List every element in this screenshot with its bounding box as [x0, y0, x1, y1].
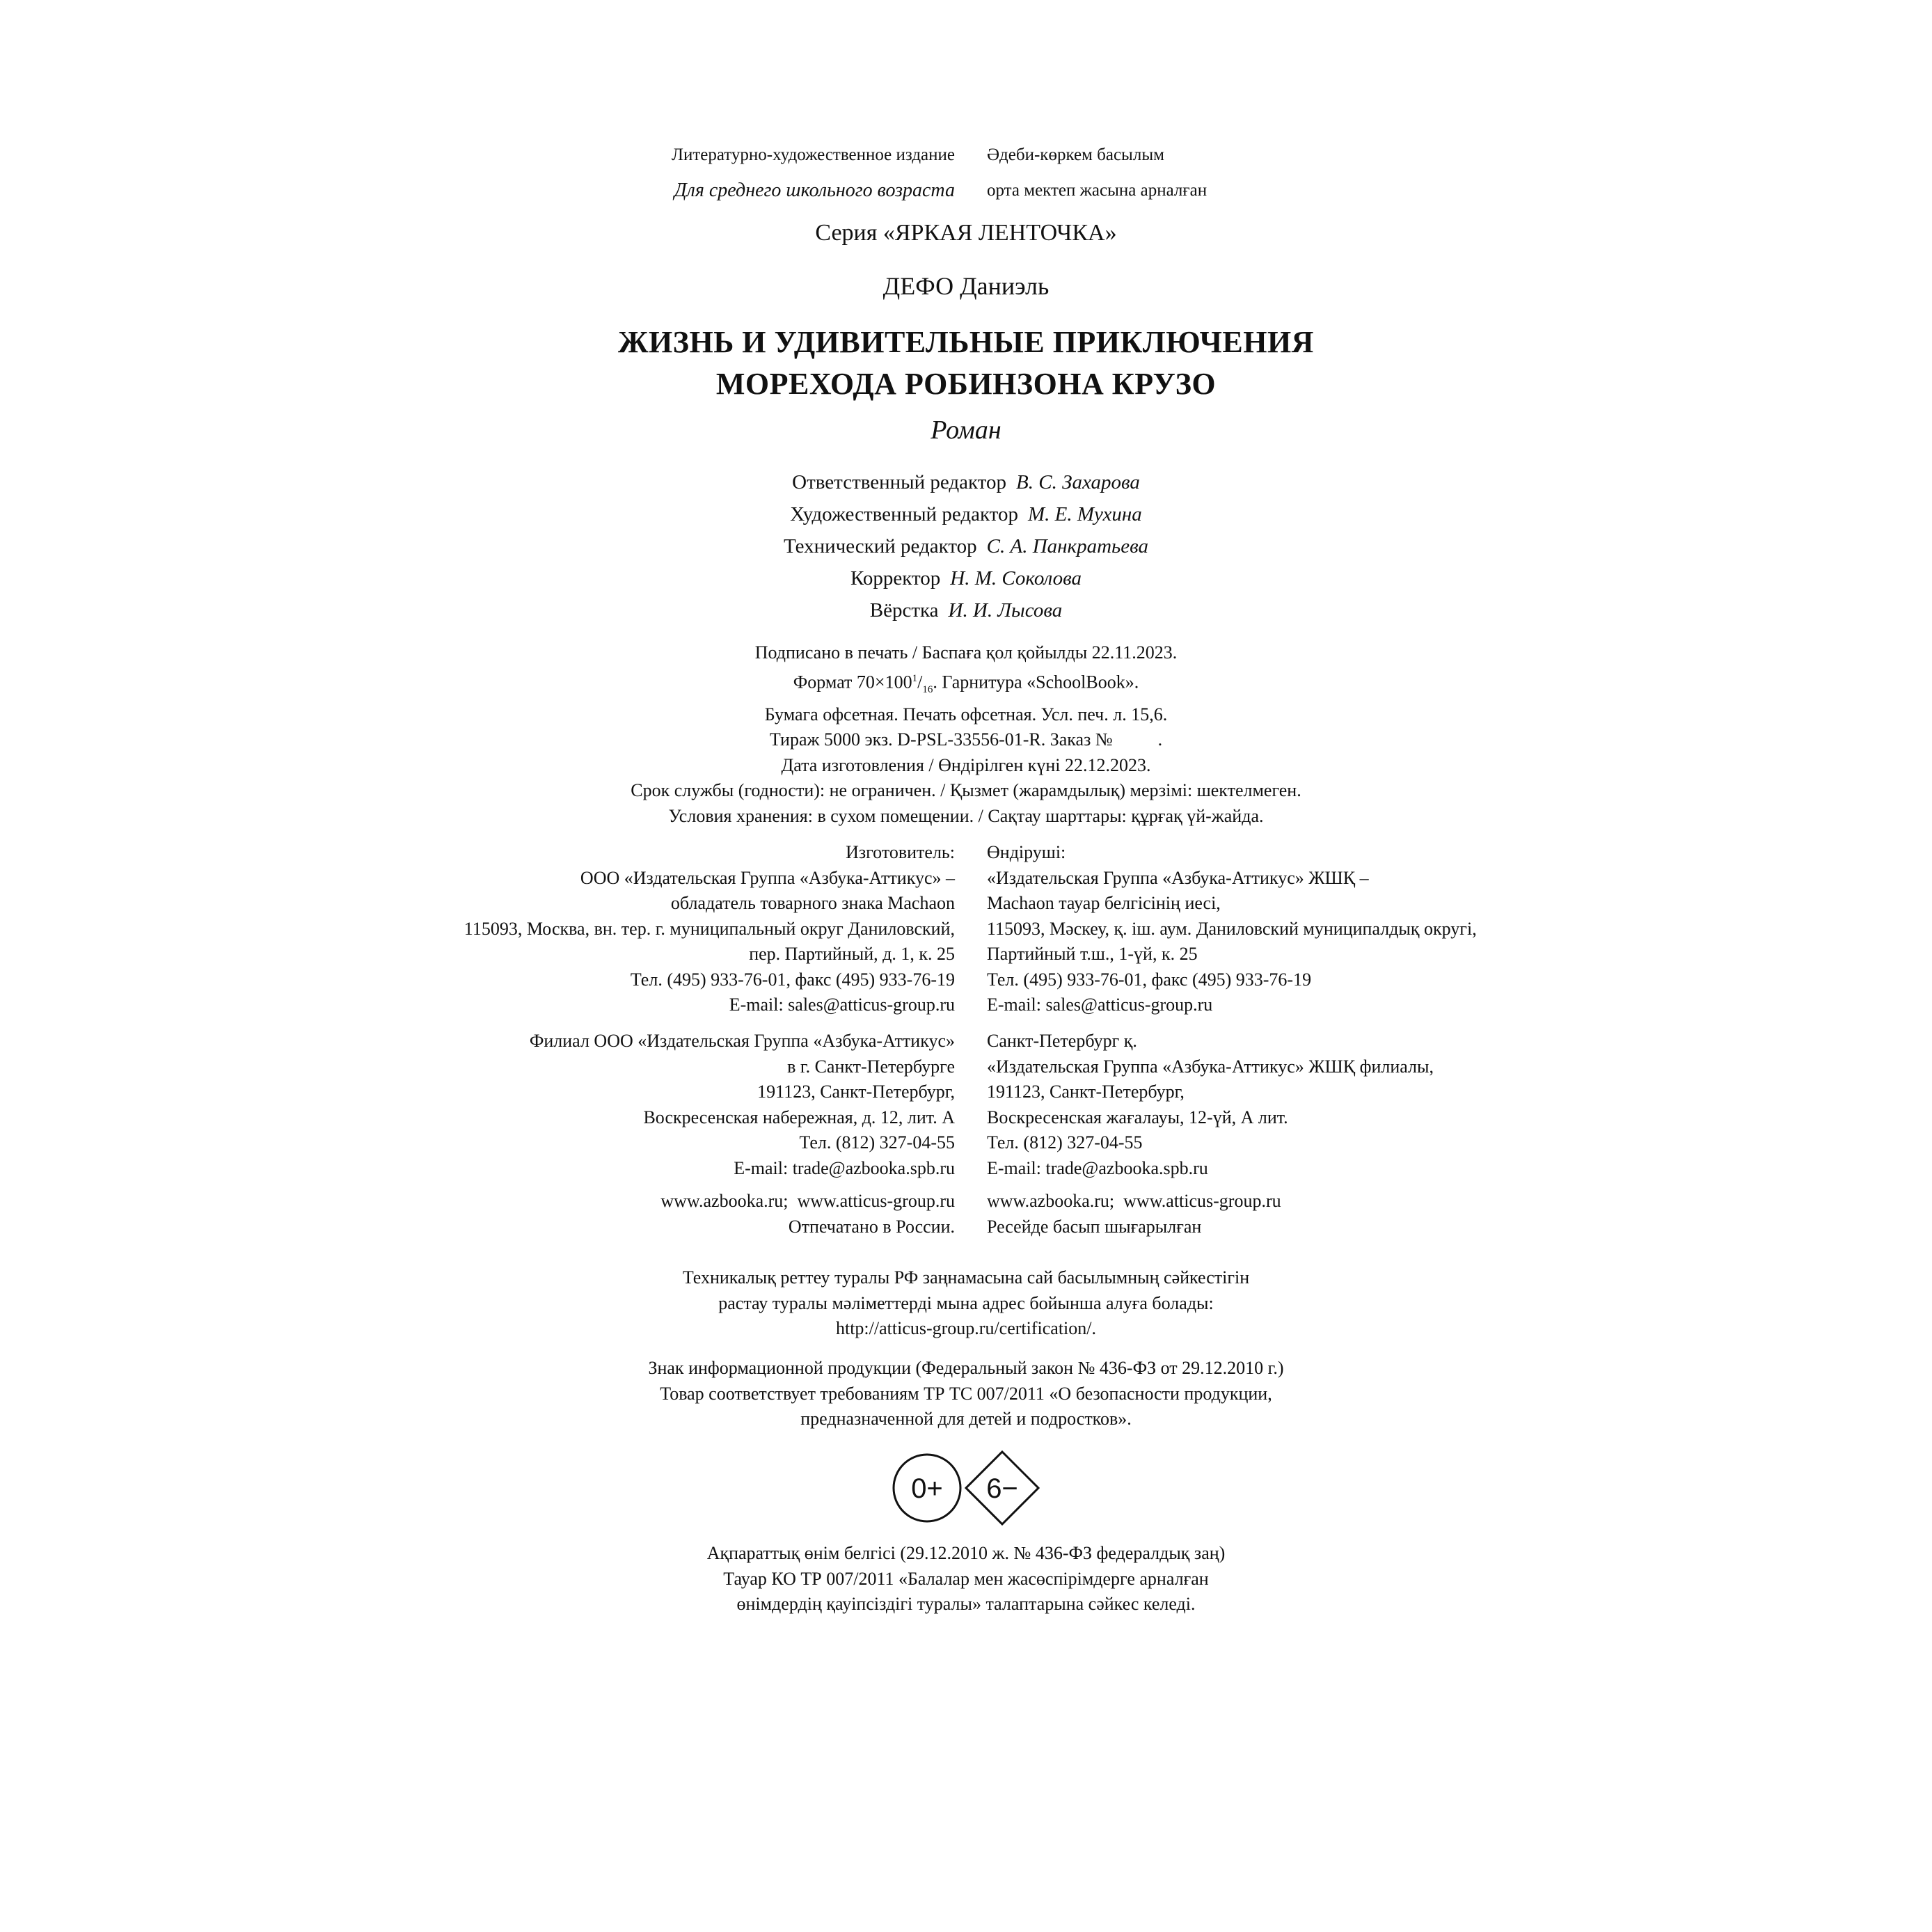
age-circle-badge	[894, 1455, 960, 1521]
branch-kz	[987, 1029, 1434, 1181]
age-circle-text: 0+	[911, 1473, 943, 1504]
print-details	[0, 640, 1932, 829]
staff-role: Художественный редактор	[790, 503, 1018, 525]
manufacturer-ru-line: Изготовитель:	[846, 842, 955, 862]
web-links-ru[interactable]: www.azbooka.ru; www.atticus-group.ru	[660, 1191, 955, 1211]
staff-line	[0, 498, 1932, 530]
certification-line: растау туралы мәліметтерді мына адрес бойынша алуға болады:	[718, 1292, 1214, 1313]
series-title: Серия «ЯРКАЯ ЛЕНТОЧКА»	[815, 220, 1117, 246]
printed-in-kz: Ресейде басып шығарылған	[987, 1216, 1202, 1237]
storage-line: Условия хранения: в сухом помещении. / Сақтау шарттары: құрғақ үй-жайда.	[668, 805, 1264, 826]
branch-kz-line: Воскресенская жағалауы, 12-үй, А лит.	[987, 1107, 1288, 1127]
branch-ru-line: в г. Санкт-Петербурге	[787, 1056, 955, 1077]
web-links-kz[interactable]: www.azbooka.ru; www.atticus-group.ru	[987, 1191, 1281, 1211]
manufacturer-ru	[464, 840, 955, 1018]
branch-kz-line: 191123, Санкт-Петербург,	[987, 1082, 1185, 1102]
paper-line: Бумага офсетная. Печать офсетная. Усл. печ. л. 15,6.	[764, 704, 1168, 724]
branch-ru-line: Тел. (812) 327-04-55	[799, 1132, 955, 1153]
branch-ru-line: Воскресенская набережная, д. 12, лит. А	[643, 1107, 955, 1127]
audience-row	[0, 178, 1932, 220]
staff-name: С. А. Панкратьева	[986, 535, 1149, 557]
branch-kz-line: Санкт-Петербург қ.	[987, 1031, 1137, 1051]
author-name: ДЕФО Даниэль	[882, 272, 1050, 300]
format-text-b: . Гарнитура «SchoolBook».	[933, 672, 1139, 692]
web-kz	[987, 1189, 1281, 1240]
manufacturer-kz-line: Тел. (495) 933-76-01, факс (495) 933-76-19	[987, 969, 1312, 990]
staff-role: Корректор	[850, 567, 941, 589]
shelf-line: Срок службы (годности): не ограничен. / Қызмет (жарамдылық) мерзімі: шектелмеген.	[631, 780, 1301, 801]
manufacturer-ru-line: ООО «Издательская Группа «Азбука-Аттикус» –	[580, 867, 955, 888]
manufacturer-ru-line: Тел. (495) 933-76-01, факс (495) 933-76-19	[630, 969, 955, 990]
info-sign-ru-line: предназначенной для детей и подростков».	[800, 1409, 1132, 1429]
staff-name: Н. М. Соколова	[950, 567, 1082, 589]
staff-name: М. Е. Мухина	[1027, 503, 1142, 525]
branch-ru-line: E-mail: trade@azbooka.spb.ru	[734, 1157, 955, 1178]
manufacturer-ru-line: E-mail: sales@atticus-group.ru	[729, 995, 955, 1015]
signed-line: Подписано в печать / Баспаға қол қойылды 22.11.2023.	[754, 642, 1178, 663]
branch-kz-line: «Издательская Группа «Азбука-Аттикус» ЖШҚ филиалы,	[987, 1056, 1434, 1077]
staff-name: В. С. Захарова	[1016, 471, 1140, 493]
manufacturer-kz-line: «Издательская Группа «Азбука-Аттикус» ЖШҚ –	[987, 867, 1369, 888]
format-line: Формат $70\times 100^1/_{16}$. Гарнитура «SchoolBook».	[793, 672, 1139, 695]
run-line: Тираж 5000 экз. D-PSL-33556-01-R. Заказ № .	[769, 729, 1163, 750]
info-sign-ru-line: Товар соответствует требованиям ТР ТС 007/2011 «О безопасности продукции,	[660, 1383, 1272, 1404]
staff-role: Ответственный редактор	[792, 471, 1007, 493]
format-sup: 1	[912, 672, 918, 684]
branch-kz-line: Тел. (812) 327-04-55	[987, 1132, 1143, 1153]
info-sign-kz-line: Ақпараттық өнім белгісі (29.12.2010 ж. № 436-ФЗ федералдық заң)	[706, 1543, 1226, 1563]
staff-line	[0, 594, 1932, 626]
age-rating-signs	[891, 1449, 1058, 1527]
format-sub: 16	[922, 683, 933, 695]
branch-ru-line: Филиал ООО «Издательская Группа «Азбука-Аттикус»	[529, 1031, 955, 1051]
audience-ru: Для среднего школьного возраста	[674, 180, 955, 201]
certification-url[interactable]: http://atticus-group.ru/certification/.	[835, 1318, 1096, 1338]
staff-line	[0, 530, 1932, 562]
edition-type-kz: Әдеби-көркем басылым	[987, 145, 1164, 164]
book-title-line: МОРЕХОДА РОБИНЗОНА КРУЗО	[715, 367, 1217, 401]
staff-role: Технический редактор	[783, 535, 977, 557]
info-sign-kz	[0, 1541, 1932, 1617]
staff-line	[0, 562, 1932, 594]
age-diamond-text: 6−	[986, 1473, 1018, 1504]
staff-credits	[0, 466, 1932, 626]
certification-block	[0, 1265, 1932, 1342]
genre: Роман	[931, 415, 1001, 445]
edition-type-ru: Литературно-художественное издание	[672, 145, 955, 164]
manufacturer-kz-line: Өндіруші:	[987, 842, 1066, 862]
printed-in-ru: Отпечатано в России.	[788, 1216, 955, 1237]
manufacturer-kz-line: E-mail: sales@atticus-group.ru	[987, 995, 1213, 1015]
manufacturer-kz-line: 115093, Мәскеу, қ. іш. аум. Даниловский муниципалдық округі,	[987, 918, 1477, 939]
audience-kz: орта мектеп жасына арналған	[987, 181, 1208, 200]
manufacturer-kz-line: Партийный т.ш., 1-үй, к. 25	[987, 944, 1198, 964]
age-diamond-badge	[966, 1452, 1038, 1524]
info-sign-ru	[0, 1356, 1932, 1432]
info-sign-ru-line: Знак информационной продукции (Федеральный закон № 436-ФЗ от 29.12.2010 г.)	[648, 1358, 1284, 1378]
book-title	[0, 322, 1932, 405]
manufacturer-ru-line: пер. Партийный, д. 1, к. 25	[749, 944, 955, 964]
info-sign-kz-line: өнімдердің қауіпсіздігі туралы» талаптарына сәйкес келеді.	[736, 1594, 1196, 1614]
format-text: Формат 70×100	[793, 672, 912, 692]
branch-kz-line: E-mail: trade@azbooka.spb.ru	[987, 1157, 1208, 1178]
manufacturer-kz-line: Machaon тауар белгісінің иесі,	[987, 893, 1221, 913]
info-sign-kz-line: Тауар КО ТР 007/2011 «Балалар мен жасөспірімдерге арналған	[723, 1568, 1209, 1589]
manufacturer-kz	[987, 840, 1477, 1018]
book-title-line: ЖИЗНЬ И УДИВИТЕЛЬНЫЕ ПРИКЛЮЧЕНИЯ	[618, 325, 1314, 359]
made-line: Дата изготовления / Өндірілген күні 22.12.2023.	[781, 754, 1151, 775]
branch-ru-line: 191123, Санкт-Петербург,	[757, 1082, 955, 1102]
staff-role: Вёрстка	[869, 599, 939, 621]
manufacturer-ru-line: обладатель товарного знака Machaon	[670, 893, 955, 913]
manufacturer-ru-line: 115093, Москва, вн. тер. г. муниципальный округ Даниловский,	[464, 918, 955, 939]
certification-line: Техникалық реттеу туралы РФ заңнамасына сай басылымның сәйкестігін	[682, 1267, 1250, 1288]
staff-name: И. И. Лысова	[948, 599, 1063, 621]
web-ru	[660, 1189, 955, 1240]
branch-ru	[530, 1029, 955, 1181]
staff-line	[0, 466, 1932, 498]
